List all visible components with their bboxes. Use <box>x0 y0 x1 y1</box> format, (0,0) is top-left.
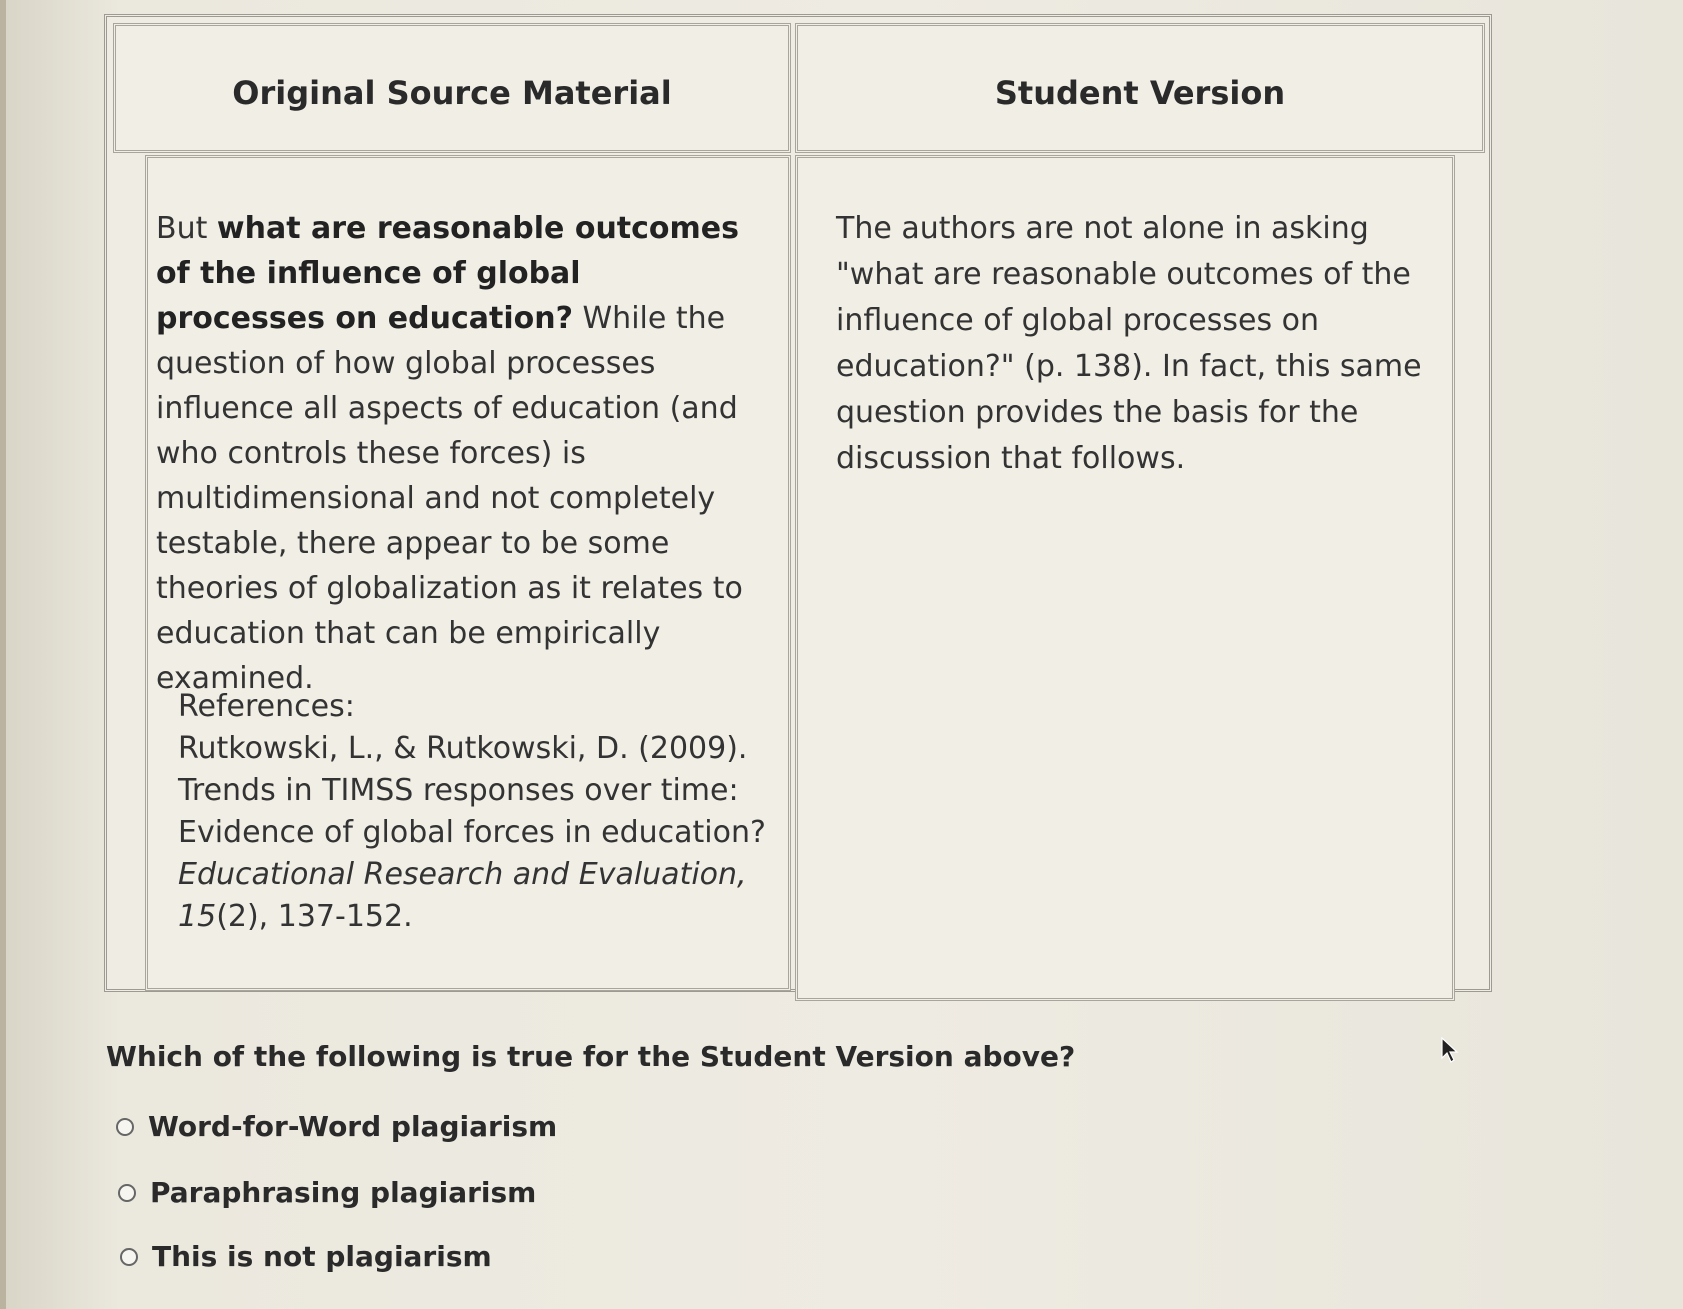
citation-pages: (2), 137-152. <box>216 899 413 934</box>
header-student-version <box>795 23 1485 153</box>
student-version-cell <box>795 155 1455 1001</box>
option-not-plagiarism-label: This is not plagiarism <box>152 1240 492 1273</box>
header-original-source-label: Original Source Material <box>232 74 672 112</box>
mouse-pointer-icon <box>1440 1036 1460 1064</box>
source-bold-question: what are reasonable outcomes of the influence of global processes on education? <box>156 211 740 336</box>
question-prompt: Which of the following is true for the Student Version above? <box>106 1040 1076 1073</box>
student-version-passage: The authors are not alone in asking "what are reasonable outcomes of the influence of global processes on education?" (p. 138). In fact, this same question provides the basis for the discussion that follows. <box>836 211 1422 476</box>
source-intro: But <box>156 211 217 246</box>
option-paraphrasing[interactable] <box>118 1176 536 1209</box>
radio-word-for-word[interactable] <box>116 1118 134 1136</box>
header-original-source <box>113 23 791 153</box>
option-word-for-word-label: Word-for-Word plagiarism <box>148 1110 558 1143</box>
citation-journal: Educational Research and Evaluation, <box>178 857 747 892</box>
source-rest: While the question of how global processes influence all aspects of education (and who controls these forces) is multidimensional and not completely testable, there appear to be some theories of globalization as it relates to education that can be empirically examined. <box>156 301 743 696</box>
header-student-version-label: Student Version <box>994 74 1286 112</box>
original-source-passage <box>156 206 756 701</box>
radio-paraphrasing[interactable] <box>118 1184 136 1202</box>
comparison-table <box>104 14 1492 992</box>
reference-citation <box>178 728 778 938</box>
option-not-plagiarism[interactable] <box>120 1240 492 1273</box>
references-label: References: <box>178 689 355 724</box>
option-paraphrasing-label: Paraphrasing plagiarism <box>150 1176 537 1209</box>
original-source-cell <box>145 155 791 991</box>
citation-main: Rutkowski, L., & Rutkowski, D. (2009). Trends in TIMSS responses over time: Evidence of global forces in education? <box>178 731 766 850</box>
option-word-for-word[interactable] <box>116 1110 557 1143</box>
screen-edge <box>0 0 6 1309</box>
citation-volume: 15 <box>178 899 217 934</box>
references <box>178 686 778 938</box>
radio-not-plagiarism[interactable] <box>120 1248 138 1266</box>
